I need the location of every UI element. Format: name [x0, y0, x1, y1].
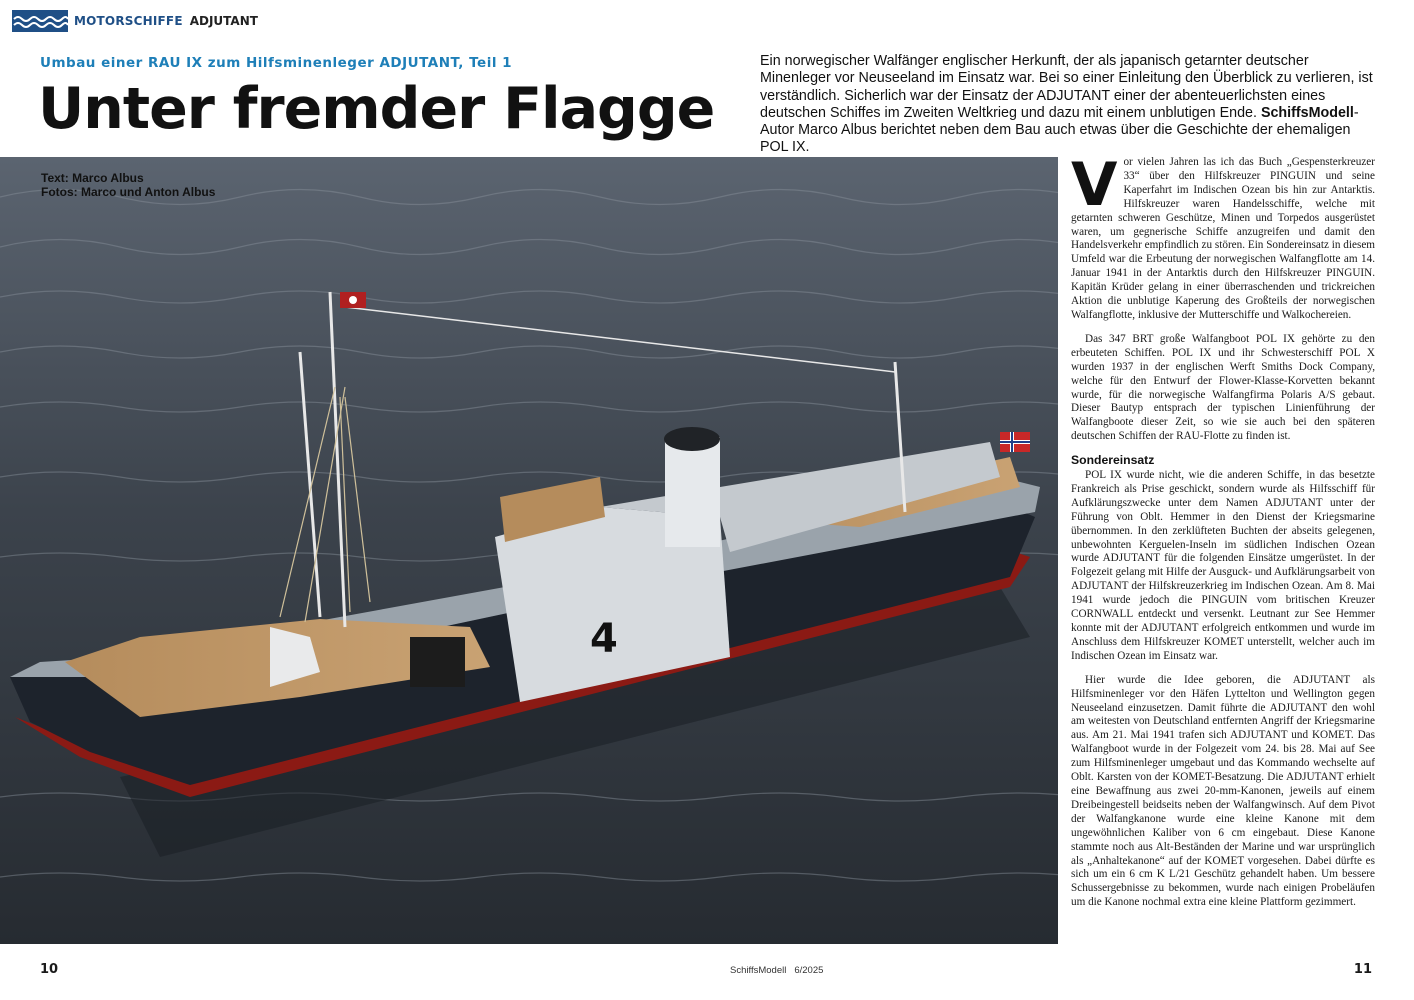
article-paragraph-3: POL IX wurde nicht, wie die anderen Schiffe, in das besetzte Frankreich als Prise geschickt, sondern wurde als Hilfsschiff für Aufklärungszwecke unter dem Namen ADJUTANT unter der Führung von Oblt. Hemmer in den Dienst der Kriegsmarine übernommen. In den zerklüfteten Buchten der abseits gelegenen, unbewohnten Kerguelen-Inseln im südlichen Indischen Ozean wurde ADJUTANT für die folgenden Einsätze umgerüstet. In der Folgezeit gelang mit Hilfe der Ausguck- und Aufklärungsarbeit von ADJUTANT der Hilfskreuzerkrieg im Indischen Ozean. Am 8. Mai 1941 wurde jedoch die PINGUIN vom britischen Kreuzer CORNWALL entdeckt und versenkt. Leutnant zur See Hemmer konnte mit der ADJUTANT erfolgreich entkommen und wurde im Anschluss dem Hilfskreuzer KOMET unterstellt, welcher auch im Indischen Ozean im Einsatz war.: [1071, 469, 1375, 662]
article-body: [1071, 150, 1375, 920]
article-paragraph-4: Hier wurde die Idee geboren, die ADJUTANT als Hilfsminenleger vor den Häfen Lyttelton und Wellington gegen Neuseeland einzusetzen. Damit führte die ADJUTANT den wohl am weitesten von Deutschland entfernten Angriff der Kriegsmarine aus. Am 21. Mai 1941 trafen sich ADJUTANT und KOMET. Das Walfangboot wurde in der Folgezeit vom 24. bis 28. Mai auf See zum Hilfsminenleger umgebaut und das Kommando wechselte auf Oblt. Karsten von der KOMET-Besatzung. Die ADJUTANT erhielt eine Bewaffnung aus zwei 20-mm-Kanonen, jeweils auf einem Dreibeingestell beidseits neben der Walfangwinsch. Auf dem Pivot der Walfangkanone wurde eine kleine Kanone mit dem ungewöhnlichen Kaliber von 6 cm eingebaut. Diese Kanone stammte noch aus Alt-Beständen der Marine und war ursprünglich als „Anhaltekanone“ auf der KOMET vorgesehen. Dabei dürfte es sich um ein 6 cm K L/21 Geschütz gehandelt haben. Um bessere Schussergebnisse zu bekommen, wurde nach einigen Probeläufen um die Kanone nochmal extra eine kleine Plattform gezimmert.: [1071, 673, 1375, 909]
page-number-right: 11: [1353, 962, 1372, 977]
hull-number: 4: [590, 616, 618, 662]
section-label: MOTORSCHIFFE: [74, 14, 183, 28]
footer-magazine: [730, 965, 823, 976]
page-title: Unter fremder Flagge: [38, 76, 715, 142]
section-header: [12, 10, 258, 32]
credit-text: Text: Marco Albus: [41, 171, 144, 185]
waves-icon: [12, 10, 68, 32]
section-subheading: Sondereinsatz: [1071, 453, 1155, 468]
article-kicker: Umbau einer RAU IX zum Hilfsminenleger ADJUTANT, Teil 1: [40, 55, 513, 71]
intro-part1: Ein norwegischer Walfänger englischer Herkunft, der als japanisch getarnter deutscher Minenleger vor Neuseeland im Einsatz war. Bei so einer Einleitung den Überblick zu verlieren, ist verständlich. Sicherlich war der Einsatz der ADJUTANT einer der abenteuerlichsten eines deutschen Schiffes im Zweiten Weltkrieg und dazu mit einem unblutigen Ende.: [760, 53, 1373, 121]
article-paragraph-2: Das 347 BRT große Walfangboot POL IX gehörte zu den erbeuteten Schiffen. POL IX und ihr Schwesterschiff POL X wurden 1937 in der englischen Werft Smiths Dock Company, welche für den Entwurf der Flower-Klasse-Korvetten bekannt wurde, für die norwegische Walfangfirma Polaris A/S gebaut. Dieser Bautyp entsprach der typischen Linienführung der Walfangboote dieser Zeit, so wie sie auch bei den späteren deutschen Schiffen der RAU-Flotte zu finden ist.: [1071, 332, 1375, 443]
credit-photos: Fotos: Marco und Anton Albus: [41, 185, 216, 199]
drop-cap: V: [1071, 150, 1118, 220]
intro-text: [760, 53, 1380, 157]
photo-credits: [41, 171, 215, 199]
intro-brand: SchiffsModell: [1260, 104, 1354, 121]
page-number-left: 10: [40, 962, 59, 977]
intro-part2: -Autor Marco Albus berichtet neben dem Bau auch etwas über die Geschichte der ehemaligen POL IX.: [760, 104, 1359, 156]
ship-photo: [0, 157, 1058, 944]
paragraph-1-text: or vielen Jahren las ich das Buch „Gespensterkreuzer 33“ über den Hilfskreuzer PINGUIN und seine Kaperfahrt im Indischen Ozean bis hin zur Antarktis. Hilfskreuzer waren Handelsschiffe, welche mit getarnten schweren Geschütze, Minen und Torpedos ausgerüstet waren, um gegnerische Schiffe anzugreifen und damit den Handelsverkehr empfindlich zu stören. Ein Sondereinsatz in diesem Umfeld war die Erbeutung der norwegischen Walfangflotte am 14. Januar 1941 in der Antarktis durch den Hilfskreuzer PINGUIN. Kapitän Krüder gelang in einer überraschenden und trickreichen Aktion die unblutige Kaperung des Großteils der norwegischen Walfangflotte, inklusive der Mutterschiffe und Walkochereien.: [1071, 156, 1375, 321]
article-paragraph-1: [1071, 150, 1375, 323]
magazine-issue: 6/2025: [794, 965, 824, 976]
magazine-name: SchiffsModell: [730, 965, 787, 976]
section-topic: ADJUTANT: [189, 14, 258, 28]
